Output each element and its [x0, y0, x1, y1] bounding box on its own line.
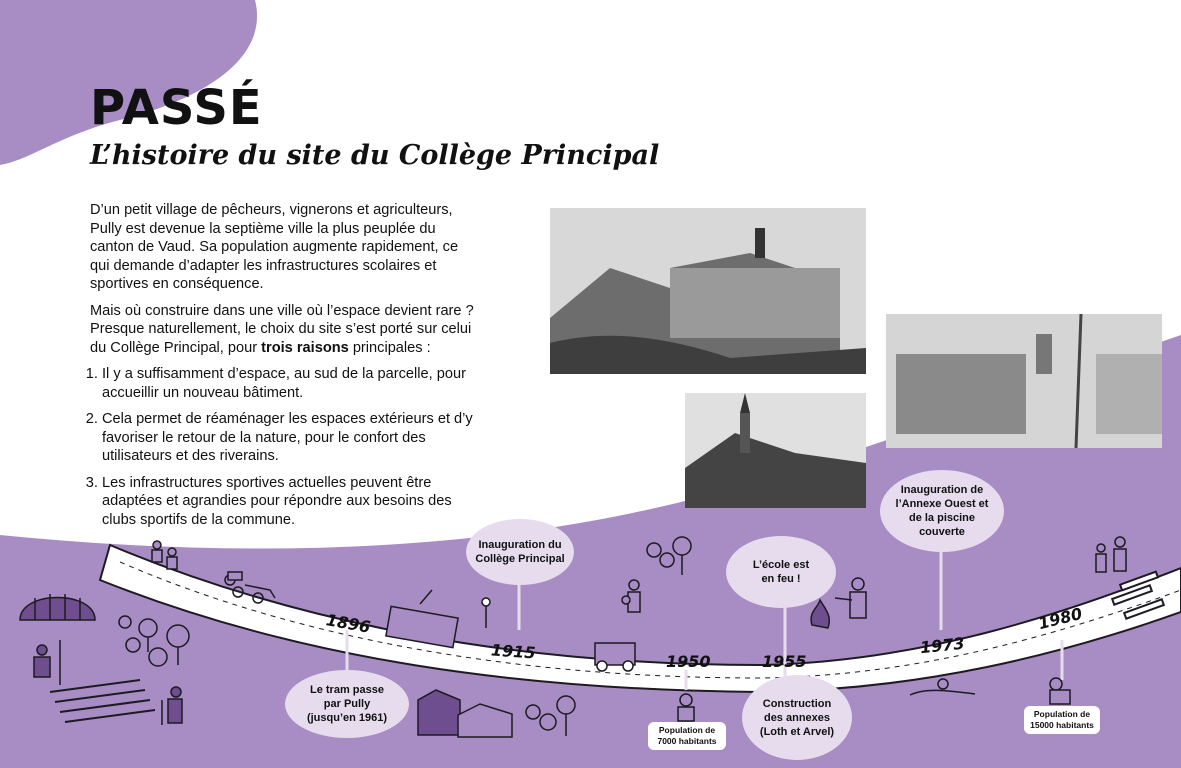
- event-inauguration-bubble: Inauguration du Collège Principal: [466, 519, 574, 585]
- intro-paragraph-1: D’un petit village de pêcheurs, vignerons et agriculteurs, Pully est devenue la septième ville la plus peuplée du canton de Vaud. Sa population augmente rapidement, ce qui demande d’adapter les infrastructures scolaires et sportives en conséquence.: [90, 202, 459, 292]
- intro-paragraph-2-end: principales :: [348, 339, 431, 356]
- photo-construction-1973: [886, 314, 1162, 448]
- event-annexe-ouest-bubble: Inauguration de l’Annexe Ouest et de la piscine couverte: [880, 470, 1004, 552]
- event-annexes-bubble: Construction des annexes (Loth et Arvel): [742, 675, 852, 760]
- year-1980: 1980: [1036, 603, 1085, 634]
- population-1950-tag: Population de 7000 habitants: [648, 722, 726, 750]
- reasons-list: [90, 365, 480, 529]
- page-subtitle: L’histoire du site du Collège Principal: [90, 140, 660, 171]
- year-1973: 1973: [919, 633, 966, 658]
- event-tram-bubble: Le tram passe par Pully (jusqu’en 1961): [285, 670, 409, 738]
- event-fire-bubble: L’école est en feu !: [726, 536, 836, 608]
- intro-paragraph-2-bold: trois raisons: [261, 339, 349, 356]
- photo-college-principal: [550, 208, 866, 374]
- intro-paragraph-2-start: Mais où construire dans une ville où l’espace devient rare ? Presque naturellement, le choix du site s’est porté sur celui du Collège Principal, pour: [90, 302, 474, 356]
- year-1896: 1896: [324, 610, 372, 637]
- year-1950: 1950: [666, 652, 711, 671]
- page-title: PASSÉ: [90, 80, 263, 136]
- reason-item: 1. Il y a suffisamment d’espace, au sud de la parcelle, pour accueillir un nouveau bâtiment.: [102, 365, 480, 402]
- intro-paragraph-2: [90, 302, 480, 358]
- year-1915: 1915: [490, 640, 537, 663]
- reason-item: 2. Cela permet de réaménager les espaces extérieurs et d’y favoriser le retour de la nature, pour le confort des utilisateurs et des riverains.: [102, 410, 480, 466]
- population-1980-tag: Population de 15000 habitants: [1024, 706, 1100, 734]
- year-1955: 1955: [762, 652, 807, 671]
- population-1950-icon: [678, 694, 694, 721]
- reason-item: 3. Les infrastructures sportives actuelles peuvent être adaptées et agrandies pour répondre aux besoins des clubs sportifs de la commune.: [102, 474, 480, 530]
- photo-fire-1955: [685, 393, 866, 508]
- intro-text: [90, 201, 480, 537]
